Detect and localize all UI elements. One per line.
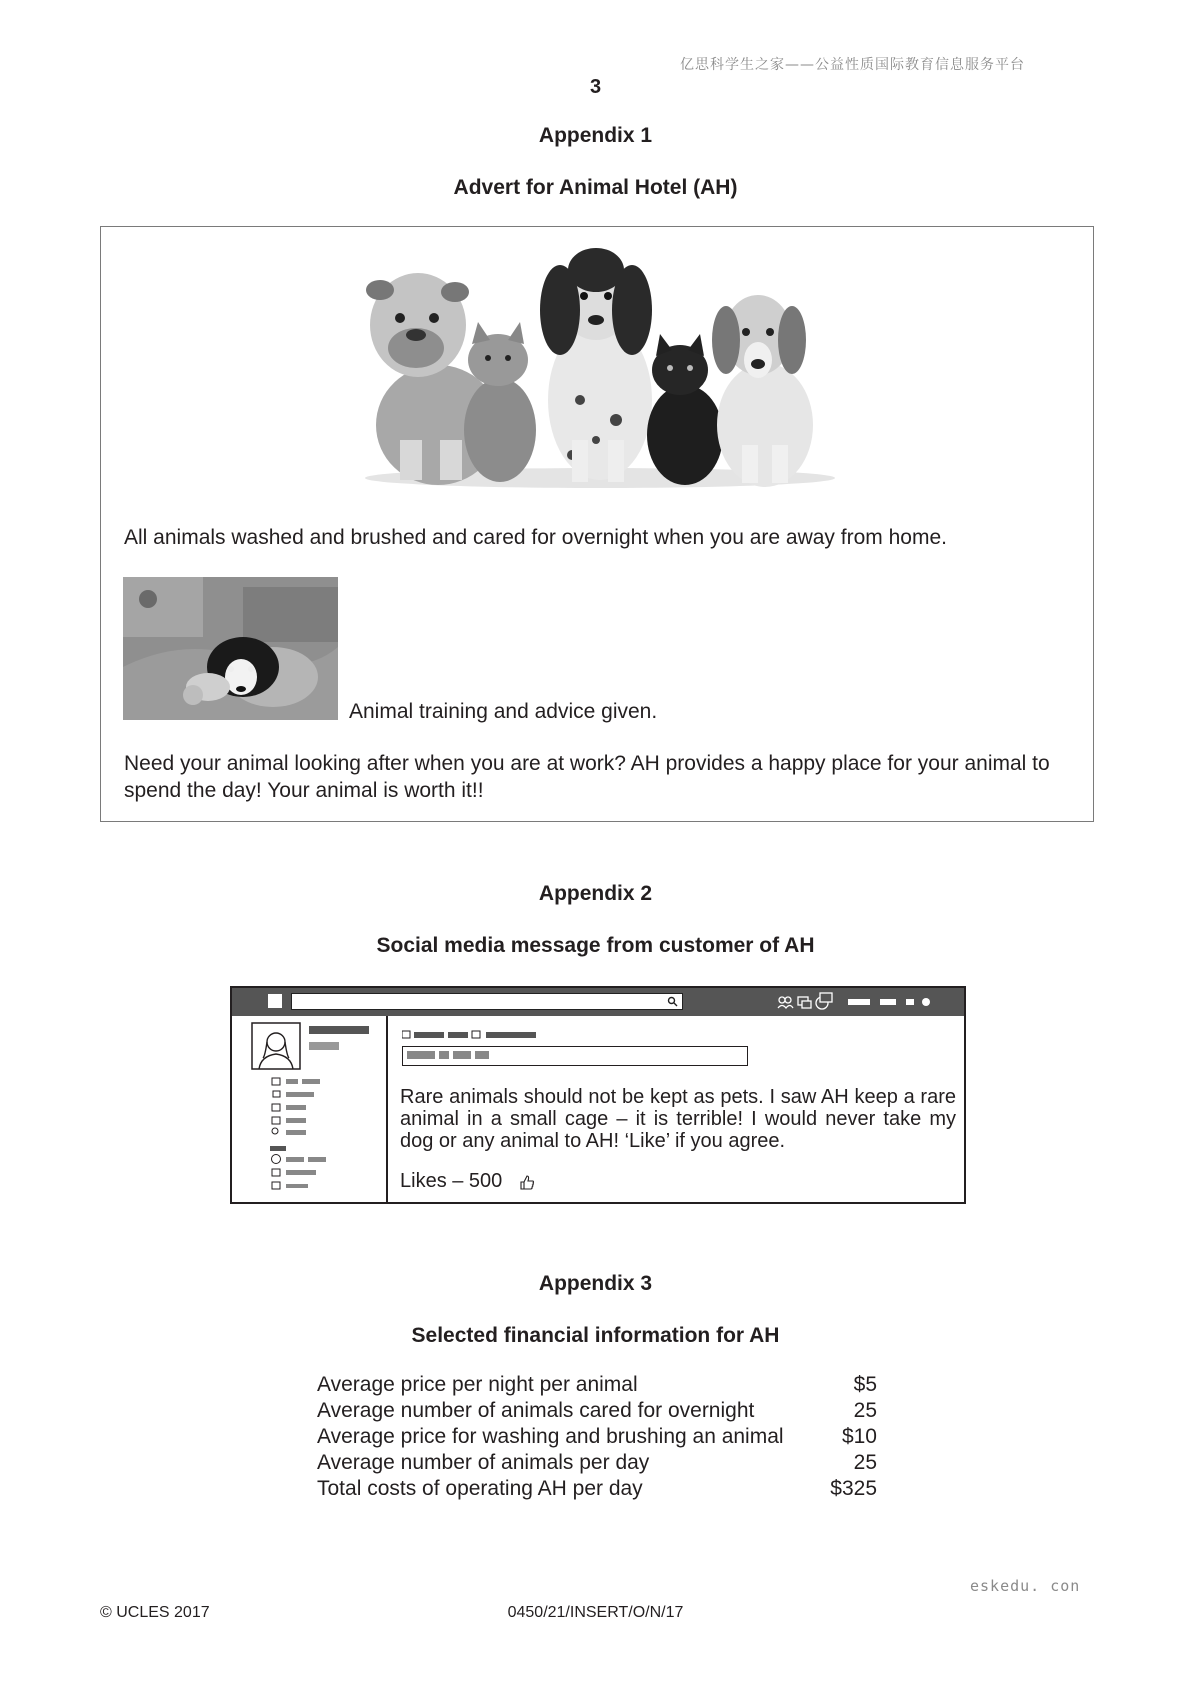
menu-item[interactable] bbox=[906, 999, 914, 1005]
copyright: © UCLES 2017 bbox=[100, 1604, 210, 1621]
logo-icon bbox=[268, 994, 282, 1008]
appendix3-subtitle: Selected financial information for AH bbox=[411, 1324, 780, 1347]
row-label: Average number of animals per day bbox=[317, 1451, 650, 1474]
table-row bbox=[317, 1450, 877, 1476]
puppy-photo bbox=[123, 577, 338, 720]
search-input[interactable] bbox=[291, 993, 683, 1010]
advert-line1: All animals washed and brushed and cared for overnight when you are away from home. bbox=[124, 526, 947, 549]
row-label: Average price for washing and brushing an animal bbox=[317, 1425, 784, 1448]
table-row bbox=[317, 1372, 877, 1398]
pets-group-photo bbox=[360, 240, 840, 490]
row-label: Average number of animals cared for overnight bbox=[317, 1399, 755, 1422]
appendix2-subtitle: Social media message from customer of AH bbox=[376, 934, 815, 957]
table-row bbox=[317, 1476, 877, 1502]
row-value: 25 bbox=[853, 1399, 877, 1422]
watermark: 亿思科学生之家——公益性质国际教育信息服务平台 bbox=[680, 57, 1025, 73]
social-media-post bbox=[230, 986, 966, 1204]
row-value: $325 bbox=[830, 1477, 877, 1500]
page-number: 3 bbox=[589, 76, 602, 98]
table-row bbox=[317, 1424, 877, 1450]
search-icon[interactable] bbox=[667, 996, 678, 1007]
appendix3-title: Appendix 3 bbox=[538, 1272, 653, 1295]
menu-item[interactable] bbox=[848, 999, 870, 1005]
appendix1-title: Appendix 1 bbox=[538, 124, 653, 147]
document-code: 0450/21/INSERT/O/N/17 bbox=[507, 1604, 684, 1621]
advert-line3: Need your animal looking after when you are at work? AH provides a happy place for your animal to spend the day! Your animal is worth it!! bbox=[124, 752, 1050, 802]
menu-dot[interactable] bbox=[922, 998, 930, 1006]
table-row bbox=[317, 1398, 877, 1424]
post-header bbox=[402, 1028, 542, 1046]
social-top-bar bbox=[232, 988, 964, 1016]
appendix2-title: Appendix 2 bbox=[538, 882, 653, 905]
site-watermark: eskedu. con bbox=[970, 1577, 1081, 1595]
notifications-icon[interactable] bbox=[816, 993, 832, 1009]
advert-line2: Animal training and advice given. bbox=[349, 700, 658, 723]
friends-icon[interactable] bbox=[778, 997, 793, 1008]
post-message: Rare animals should not be kept as pets. I saw AH keep a rare animal in a small cage – it is terrible! I would never take my dog or any animal to AH! ‘Like’ if you agree. bbox=[400, 1086, 956, 1152]
messages-icon[interactable] bbox=[798, 997, 811, 1008]
financial-table bbox=[317, 1372, 877, 1502]
row-value: 25 bbox=[853, 1451, 877, 1474]
menu-item[interactable] bbox=[880, 999, 896, 1005]
thumbs-up-icon[interactable] bbox=[518, 1173, 536, 1191]
row-label: Total costs of operating AH per day bbox=[317, 1477, 643, 1500]
row-value: $5 bbox=[853, 1373, 877, 1396]
likes-count[interactable] bbox=[400, 1170, 536, 1193]
social-sidebar bbox=[232, 1016, 388, 1202]
comment-input[interactable] bbox=[402, 1046, 748, 1066]
row-label: Average price per night per animal bbox=[317, 1373, 638, 1396]
likes-label: Likes – 500 bbox=[400, 1170, 503, 1192]
avatar[interactable] bbox=[251, 1022, 301, 1070]
row-value: $10 bbox=[841, 1425, 877, 1448]
appendix1-subtitle: Advert for Animal Hotel (AH) bbox=[453, 176, 738, 199]
